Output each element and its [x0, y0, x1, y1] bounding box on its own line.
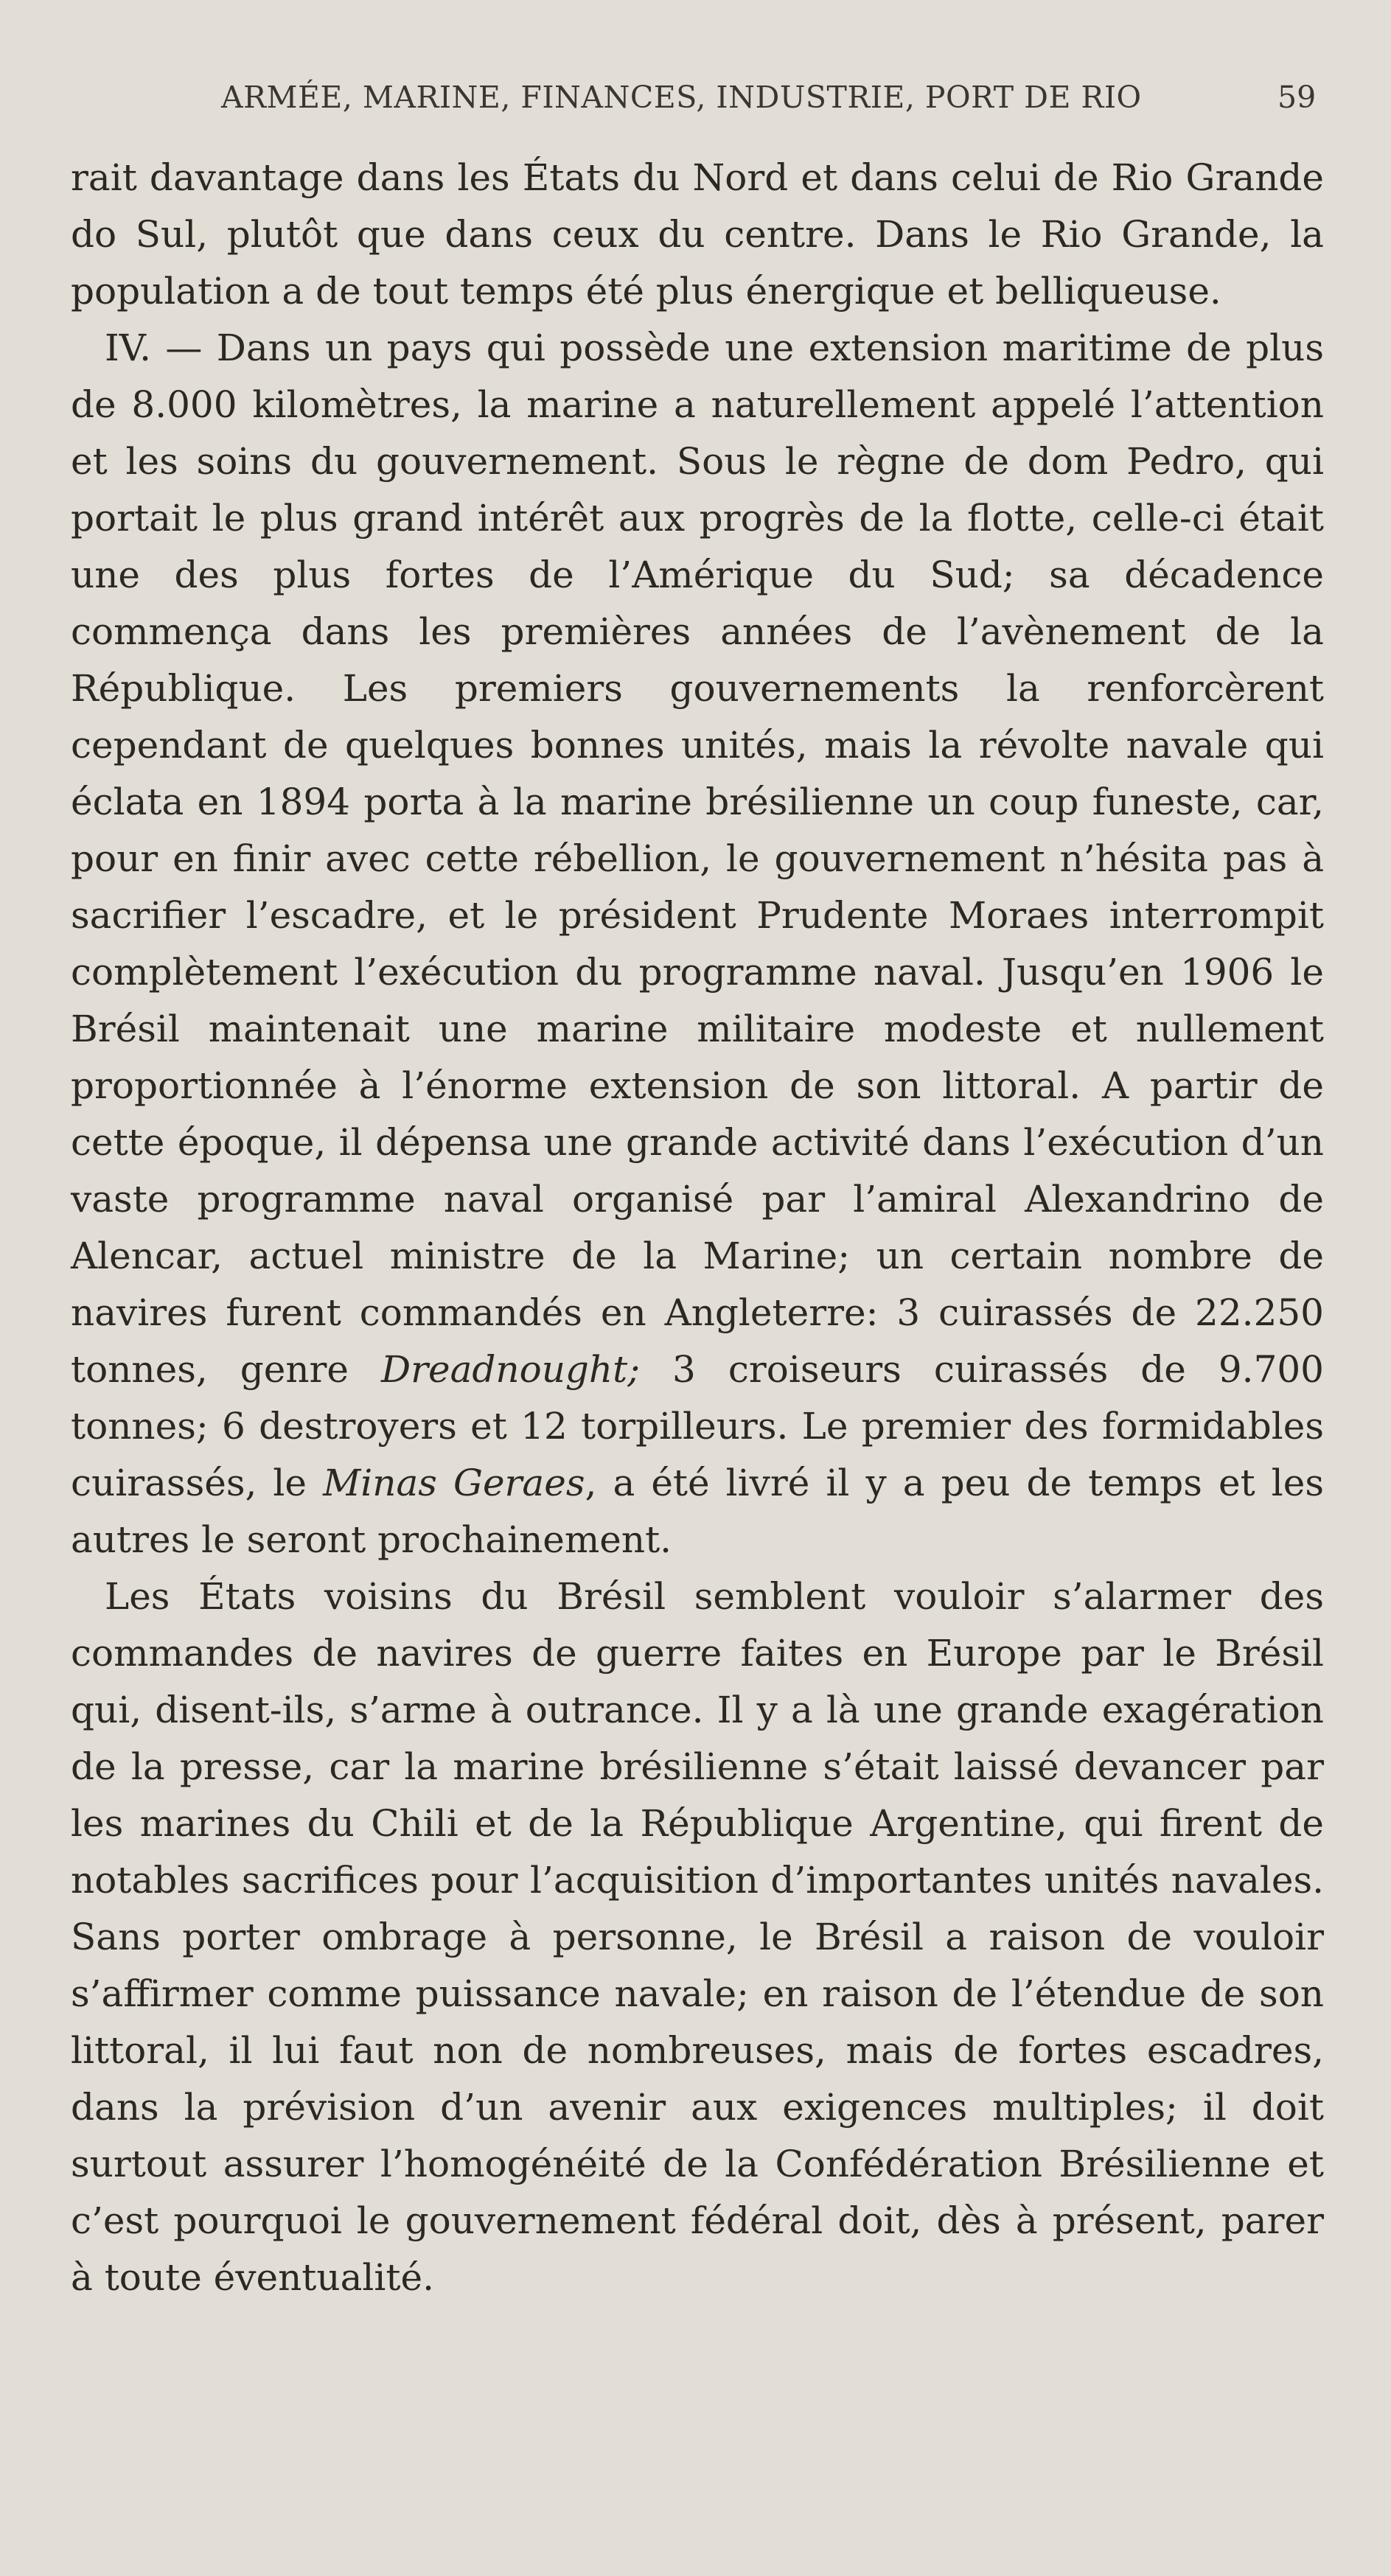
paragraph-neighbor-states: Les États voisins du Brésil semblent vouloir s’alarmer des commandes de navires de guerre faites en Europe par le Brésil qui, disent-ils, s’arme à outrance. Il y a là une grande exagération de la presse, car la marine brésilienne s’était laissé devancer par les marines du Chili et de la République Argentine, qui firent de notables sacrifices pour l’acquisition d’importantes unités navales. Sans porter ombrage à personne, le Brésil a raison de vouloir s’affirmer comme puissance navale; en raison de l’étendue de son littoral, il lui faut non de nombreuses, mais de fortes escadres, dans la prévision d’un avenir aux exigences multiples; il doit surtout assurer l’homogénéité de la Confédération Brésilienne et c’est pourquoi le gouvernement fédéral doit, dès à présent, parer à toute éventualité.	[71, 1575, 1324, 2299]
paragraph-text-segment: IV. — Dans un pays qui possède une extension maritime de plus de 8.000 kilomètres, la marine a naturellement appelé l’attention et les soins du gouvernement. Sous le règne de dom Pedro, qui portait le plus grand intérêt aux progrès de la flotte, celle-ci était une des plus fortes de l’Amérique du Sud; sa décadence commença dans les premières années de l’avènement de la République. Les premiers gouvernements la renforcèrent cependant de quelques bonnes unités, mais la révolte navale qui éclata en 1894 porta à la marine brésilienne un coup funeste, car, pour en finir avec cette rébellion, le gouvernement n’hésita pas à sacrifier l’escadre, et le président Prudente Moraes interrompit complètement l’exécution du programme naval. Jusqu’en 1906 le Brésil maintenait une marine militaire modeste et nullement proportionnée à l’énorme extension de son littoral. A partir de cette époque, il dépensa une grande activité dans l’exécution d’un vaste programme naval organisé par l’amiral Alexandrino de Alencar, actuel ministre de la Marine; un certain nombre de navires furent commandés en Angleterre: 3 cuirassés de 22.250 tonnes, genre	[71, 327, 1324, 1391]
paragraph-continuation: rait davantage dans les États du Nord et dans celui de Rio Grande do Sul, plutôt que dans ceux du centre. Dans le Rio Grande, la population a de tout temps été plus énergique et belliqueuse.	[71, 156, 1324, 313]
page-number: 59	[1277, 80, 1317, 115]
paragraph-text-segment: , a été livré il y a peu de temps et les autres le seront prochainement.	[71, 1462, 1324, 1561]
body-text	[71, 150, 1324, 2306]
paragraph-text-segment: 3 croiseurs cuirassés de 9.700 tonnes; 6 destroyers et 12 torpilleurs. Le premier des formidables cuirassés, le	[71, 1348, 1324, 1504]
running-head-title: ARMÉE, MARINE, FINANCES, INDUSTRIE, PORT DE RIO	[221, 80, 1142, 115]
paragraph-navy-section-iv	[71, 320, 1324, 1568]
ship-name: Minas Geraes	[323, 1462, 585, 1504]
ship-class-name: Dreadnought;	[381, 1348, 641, 1391]
